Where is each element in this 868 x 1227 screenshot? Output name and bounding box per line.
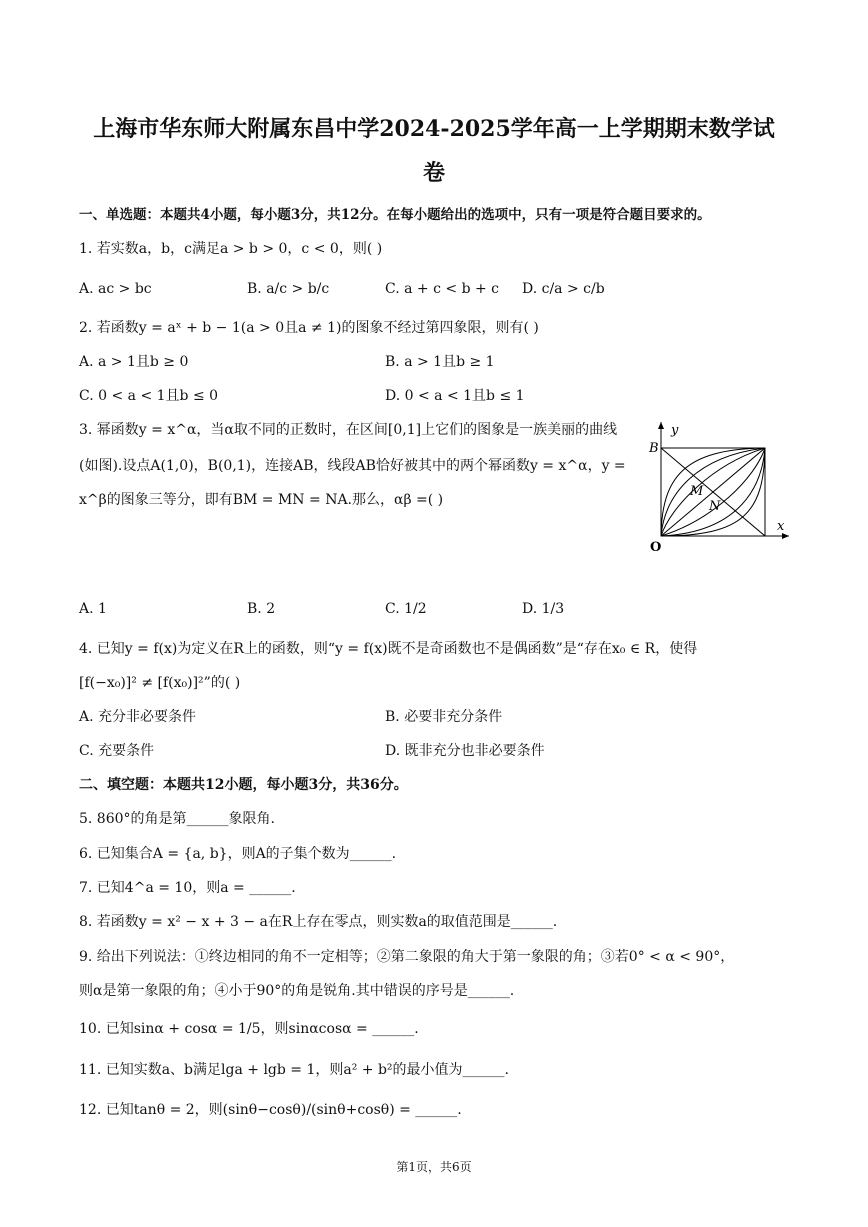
q3-option-b: B. 2 [247, 601, 276, 617]
exam-title-line1: 上海市华东师大附属东昌中学2024-2025学年高一上学期期末数学试 [93, 116, 775, 142]
q4-option-c: C. 充要条件 [79, 743, 155, 759]
q3-stem-line1: 3. 幂函数y = x^α，当α取不同的正数时，在区间[0,1]上它们的图象是一族美丽的曲线 [79, 422, 618, 438]
q3-stem-line2: (如图).设点A(1,0)，B(0,1)，连接AB，线段AB恰好被其中的两个幂函数y = x^α，y = [79, 458, 626, 474]
q2-stem: 2. 若函数y = aˣ + b − 1(a > 0且a ≠ 1)的图象不经过第四象限，则有( ) [79, 320, 539, 336]
q3-stem-line3: x^β的图象三等分，即有BM = MN = NA.那么，αβ =( ) [79, 492, 444, 508]
q2-option-d: D. 0 < a < 1且b ≤ 1 [385, 388, 525, 404]
q1-stem: 1. 若实数a，b，c满足a > b > 0，c < 0，则( ) [79, 241, 383, 257]
q4-stem-line2: [f(−x₀)]² ≠ [f(x₀)]²”的( ) [79, 675, 241, 691]
q1-option-d: D. c/a > c/b [522, 281, 605, 297]
section1-heading: 一、单选题：本题共4小题，每小题3分，共12分。在每小题给出的选项中，只有一项是符合题目要求的。 [79, 207, 711, 223]
power-function-figure [643, 418, 793, 554]
q7-stem: 7. 已知4^a = 10，则a = ______. [79, 880, 296, 896]
q4-option-b: B. 必要非充分条件 [385, 709, 503, 725]
q2-option-c: C. 0 < a < 1且b ≤ 0 [79, 388, 219, 404]
q9-stem-line1: 9. 给出下列说法：①终边相同的角不一定相等；②第二象限的角大于第一象限的角；③若0° < α < 90°， [79, 949, 735, 965]
q5-stem: 5. 860°的角是第______象限角. [79, 811, 275, 827]
q2-option-b: B. a > 1且b ≥ 1 [385, 354, 495, 370]
q1-option-b: B. a/c > b/c [247, 281, 330, 297]
q1-option-a: A. ac > bc [79, 281, 152, 297]
q9-stem-line2: 则α是第一象限的角；④小于90°的角是锐角.其中错误的序号是______. [79, 983, 515, 999]
q4-option-d: D. 既非充分也非必要条件 [385, 743, 545, 759]
label-y: y [671, 423, 679, 438]
y-axis-arrow [658, 422, 664, 429]
q4-stem-line1: 4. 已知y = f(x)为定义在R上的函数，则“y = f(x)既不是奇函数也不是偶函数”是“存在x₀ ∈ R，使得 [79, 641, 698, 657]
page-footer: 第1页，共6页 [396, 1160, 472, 1174]
q8-stem: 8. 若函数y = x² − x + 3 − a在R上存在零点，则实数a的取值范围是______. [79, 914, 558, 930]
q2-option-a: A. a > 1且b ≥ 0 [79, 354, 189, 370]
q3-option-c: C. 1/2 [385, 601, 427, 617]
q6-stem: 6. 已知集合A = {a, b}，则A的子集个数为______. [79, 846, 397, 862]
label-n: N [709, 499, 721, 514]
label-b: B [649, 441, 659, 456]
label-m: M [690, 484, 704, 499]
q3-option-d: D. 1/3 [522, 601, 565, 617]
section2-heading: 二、填空题：本题共12小题，每小题3分，共36分。 [79, 777, 408, 793]
exam-title-line2: 卷 [422, 160, 445, 186]
q3-option-a: A. 1 [79, 601, 107, 617]
label-x: x [777, 519, 785, 534]
label-o: O [650, 540, 662, 554]
q11-stem: 11. 已知实数a、b满足lga + lgb = 1，则a² + b²的最小值为______. [79, 1062, 509, 1078]
q4-option-a: A. 充分非必要条件 [79, 709, 197, 725]
q10-stem: 10. 已知sinα + cosα = 1/5，则sinαcosα = ______. [79, 1021, 419, 1037]
q12-stem: 12. 已知tanθ = 2，则(sinθ−cosθ)/(sinθ+cosθ) = ______. [79, 1102, 462, 1118]
q1-option-c: C. a + c < b + c [385, 281, 499, 297]
